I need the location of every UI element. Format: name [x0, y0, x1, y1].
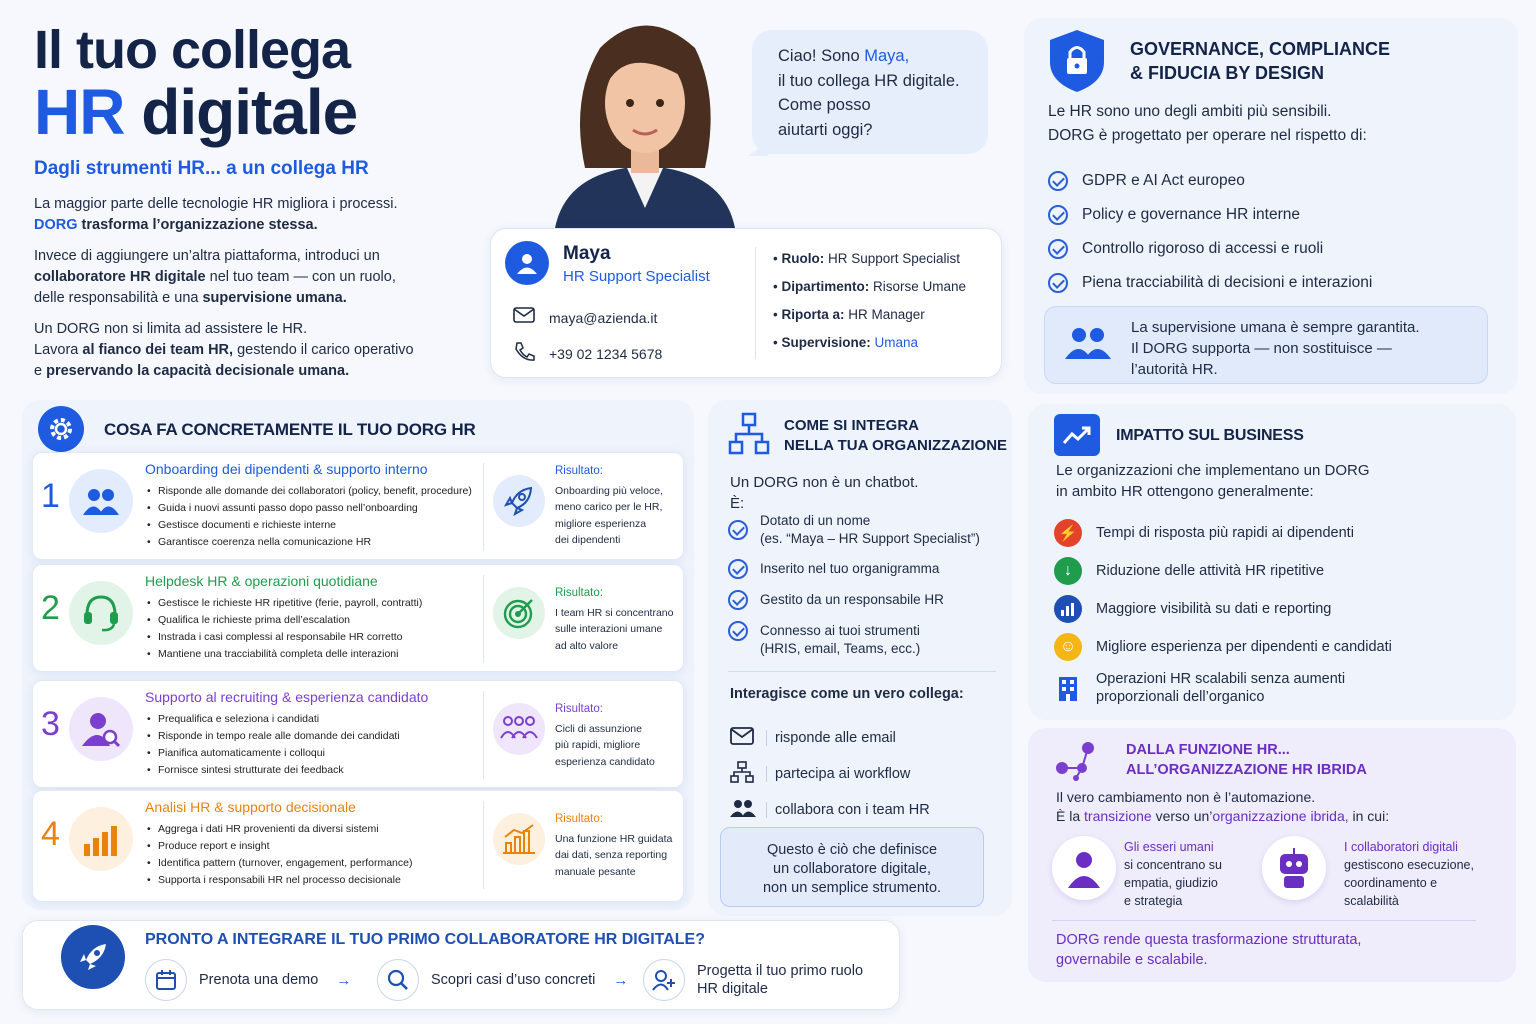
mail-icon: [513, 307, 535, 328]
use-cases-button[interactable]: Scopri casi d’uso concreti →: [377, 959, 628, 1001]
list-item: • Produce report e insight: [145, 838, 485, 855]
list-item: • Aggrega i dati HR provenienti da diversi sistemi: [145, 821, 485, 838]
profile-card: [490, 228, 1002, 378]
hero-paragraph-2: Invece di aggiungere un’altra piattaforma, introduci un collaboratore HR digitale nel tuo team — con un ruolo, delle responsabilità e una supervisione umana.: [34, 248, 396, 306]
cta-bar: [22, 920, 900, 1010]
divider: [483, 691, 484, 779]
list-item: Maggiore visibilità su dati e reporting: [1054, 590, 1392, 628]
human-icon: [1052, 836, 1116, 900]
bar-chart-icon: [1054, 595, 1082, 623]
result-icon: [493, 475, 545, 527]
impact-list: [1054, 514, 1392, 710]
task-card: [32, 790, 684, 902]
phone-icon: [513, 341, 535, 366]
hybrid-panel: DALLA FUNZIONE HR... ALL’ORGANIZZAZIONE HR IBRIDA Il vero cambiamento non è l’automazione. È la transizione verso un’organizzazione ibrida, in cui: Gli esseri umani si concentrano su empatia, giudizio e strategia I collaboratori digitali gestiscono esecuzione, coordinamento e scalabilità DORG rende questa trasformazione strutturata, governabile e scalabile.: [1028, 728, 1516, 982]
mail-icon: [730, 727, 754, 749]
result-icon: [493, 813, 545, 865]
network-icon: [1052, 738, 1100, 787]
humans-column: Gli esseri umani si concentrano su empatia, giudizio e strategia: [1124, 840, 1222, 908]
integration-panel: COME SI INTEGRA NELLA TUA ORGANIZZAZIONE Un DORG non è un chatbot. È: Dotato di un nome (es. “Maya – HR Support Specialist”) Inserito nel tuo organigramma Gestito da un responsabile HR Connesso ai tuoi strumenti (HRIS, email, Teams, ecc.) Interagisce come un vero collega: risponde alle email partecipa ai workflow collabora con i team HR Questo è ciò che definisce un collaboratore digitale, non un semplice strumento.: [708, 400, 1012, 916]
list-item: • Mantiene una tracciabilità completa delle interazioni: [145, 646, 485, 663]
task-result: Risultato: Cicli di assunzione più rapidi, migliore esperienza candidato: [555, 703, 655, 768]
interaction-subtitle: Interagisce come un vero collega:: [730, 686, 964, 702]
list-item: • Risponde alle domande dei collaboratori (policy, benefit, procedure): [145, 483, 485, 500]
org-chart-icon: [728, 412, 770, 461]
interaction-list: [730, 720, 930, 828]
arrow-right-icon: →: [613, 971, 629, 989]
hero: [34, 22, 464, 382]
list-item: Controllo rigoroso di accessi e ruoli: [1048, 232, 1372, 266]
check-icon: [1048, 171, 1068, 191]
fact-row: • Supervisione: Umana: [773, 335, 919, 350]
governance-list: [1048, 164, 1372, 300]
check-icon: [728, 520, 748, 540]
phone-link[interactable]: +39 02 1234 5678: [549, 345, 663, 362]
search-icon: [377, 959, 419, 1001]
email-link[interactable]: maya@azienda.it: [549, 309, 658, 326]
list-item: Piena tracciabilità di decisioni e interazioni: [1048, 266, 1372, 300]
building-icon: [1054, 674, 1082, 702]
list-item: Inserito nel tuo organigramma: [728, 560, 1000, 579]
task-result: Risultato: Una funzione HR guidata dai dati, senza reporting manuale pesante: [555, 813, 673, 878]
profile-name: Maya: [563, 243, 611, 264]
gear-icon: [38, 406, 84, 452]
task-bullets: [145, 595, 485, 663]
profile-role: HR Support Specialist: [563, 268, 710, 285]
hero-paragraph-3: Un DORG non si limita ad assistere le HR. Lavora al fianco dei team HR, gestendo il carico operativo e preservando la capacità decisionale umana.: [34, 321, 414, 379]
page-title: Il tuo collega: [34, 20, 351, 80]
task-icon: [69, 697, 133, 761]
task-title: Supporto al recruiting & esperienza candidato: [145, 689, 429, 705]
hybrid-title: DALLA FUNZIONE HR... ALL’ORGANIZZAZIONE HR IBRIDA: [1126, 742, 1367, 778]
task-card: [32, 564, 684, 672]
profile-facts: [773, 245, 966, 357]
check-icon: [728, 590, 748, 610]
workflow-icon: [730, 761, 754, 787]
result-icon: [493, 703, 545, 755]
list-item: • Guida i nuovi assunti passo dopo passo nell’onboarding: [145, 500, 485, 517]
list-item: • Instrada i casi complessi al responsabile HR corretto: [145, 629, 485, 646]
arrow-down-icon: ↓: [1054, 557, 1082, 585]
list-item: • Fornisce sintesi strutturate dei feedback: [145, 762, 485, 779]
task-result: Risultato: I team HR si concentrano sulle interazioni umane ad alto valore: [555, 587, 674, 652]
task-card: [32, 680, 684, 788]
governance-intro: Le HR sono uno degli ambiti più sensibili. DORG è progettato per operare nel rispetto di:: [1048, 103, 1367, 144]
divider: [483, 801, 484, 889]
integration-title: COME SI INTEGRA NELLA TUA ORGANIZZAZIONE: [784, 417, 1008, 454]
robot-icon: [1262, 836, 1326, 900]
check-icon: [1048, 273, 1068, 293]
list-item: • Garantisce coerenza nella comunicazione HR: [145, 534, 485, 551]
divider: [483, 463, 484, 551]
task-title: Onboarding dei dipendenti & supporto interno: [145, 461, 428, 477]
fact-row: • Riporta a: HR Manager: [773, 307, 925, 322]
team-icon: [730, 798, 754, 822]
task-bullets: [145, 711, 485, 779]
result-icon: [493, 587, 545, 639]
divider: [1052, 920, 1476, 921]
cta-title: PRONTO A INTEGRARE IL TUO PRIMO COLLABORATORE HR DIGITALE?: [145, 931, 705, 948]
fact-row: • Ruolo: HR Support Specialist: [773, 251, 961, 266]
list-item: GDPR e AI Act europeo: [1048, 164, 1372, 198]
lightning-icon: ⚡: [1054, 519, 1082, 547]
profile-email: [513, 307, 657, 328]
task-bullets: [145, 821, 485, 889]
task-result: Risultato: Onboarding più veloce, meno carico per le HR, migliore esperienza dei dipendenti: [555, 465, 663, 546]
what-title: COSA FA CONCRETAMENTE IL TUO DORG HR: [104, 420, 476, 439]
book-demo-button[interactable]: Prenota una demo →: [145, 959, 351, 1001]
list-item: partecipa ai workflow: [730, 756, 930, 792]
task-number: 4: [41, 815, 60, 853]
task-title: Analisi HR & supporto decisionale: [145, 799, 356, 815]
digital-column: I collaboratori digitali gestiscono esecuzione, coordinamento e scalabilità: [1344, 840, 1474, 908]
calendar-icon: [145, 959, 187, 1001]
list-item: ☺ Migliore esperienza per dipendenti e candidati: [1054, 628, 1392, 666]
profile-phone: [513, 341, 662, 366]
list-item: Connesso ai tuoi strumenti (HRIS, email, Teams, ecc.): [728, 622, 1000, 658]
task-number: 3: [41, 705, 60, 743]
list-item: • Supporta i responsabili HR nel processo decisionale: [145, 872, 485, 889]
task-icon: [69, 581, 133, 645]
design-role-button[interactable]: Progetta il tuo primo ruolo HR digitale: [643, 959, 863, 1001]
shield-lock-icon: [1046, 28, 1108, 99]
supervision-note: La supervisione umana è sempre garantita. Il DORG supporta — non sostituisce — l’autorità HR.: [1044, 306, 1488, 384]
hero-paragraph-1: La maggior parte delle tecnologie HR migliora i processi. DORG trasforma l’organizzazione stessa.: [34, 196, 398, 233]
maya-avatar-illustration: [545, 8, 745, 228]
rocket-icon: [61, 925, 125, 989]
task-title: Helpdesk HR & operazioni quotidiane: [145, 573, 378, 589]
list-item: • Pianifica automaticamente i colloqui: [145, 745, 485, 762]
governance-panel: [1024, 18, 1518, 394]
task-icon: [69, 469, 133, 533]
hero-subtitle: Dagli strumenti HR... a un collega HR: [34, 158, 369, 179]
arrow-right-icon: →: [336, 971, 352, 989]
page-title-line2: HR digitale: [34, 76, 358, 148]
list-item: • Qualifica le richieste prima dell’escalation: [145, 612, 485, 629]
governance-title: GOVERNANCE, COMPLIANCE & FIDUCIA BY DESIGN: [1130, 39, 1391, 83]
impact-panel: IMPATTO SUL BUSINESS Le organizzazioni che implementano un DORG in ambito HR ottengono generalmente: ⚡ Tempi di risposta più rapidi ai dipendenti ↓ Riduzione delle attività HR ripetitive Maggiore visibilità su dati e reporting ☺ Migliore esperienza per dipendenti e candidati Operazioni HR scalabili senza aumenti proporzionali dell’organico: [1028, 404, 1516, 720]
task-card: [32, 452, 684, 560]
task-icon: [69, 807, 133, 871]
divider: [483, 575, 484, 663]
integration-list: [728, 512, 1000, 658]
list-item: Dotato di un nome (es. “Maya – HR Support Specialist”): [728, 512, 1000, 548]
smile-icon: ☺: [1054, 633, 1082, 661]
what-it-does-panel: [22, 400, 694, 910]
task-bullets: [145, 483, 485, 551]
task-number: 1: [41, 477, 60, 515]
list-item: • Risponde in tempo reale alle domande dei candidati: [145, 728, 485, 745]
list-item: collabora con i team HR: [730, 792, 930, 828]
definition-box: Questo è ciò che definisce un collaboratore digitale, non un semplice strumento.: [720, 827, 984, 907]
list-item: Operazioni HR scalabili senza aumenti proporzionali dell’organico: [1054, 666, 1392, 710]
list-item: Gestito da un responsabile HR: [728, 591, 1000, 610]
user-avatar-icon: [505, 241, 549, 285]
list-item: • Identifica pattern (turnover, engagement, performance): [145, 855, 485, 872]
greeting-bubble: Ciao! Sono Maya, il tuo collega HR digitale. Come posso aiutarti oggi?: [752, 30, 988, 154]
list-item: Policy e governance HR interne: [1048, 198, 1372, 232]
list-item: • Gestisce documenti e richieste interne: [145, 517, 485, 534]
team-icon: [1065, 325, 1111, 366]
check-icon: [1048, 239, 1068, 259]
trend-chart-icon: [1054, 414, 1100, 456]
list-item: ⚡ Tempi di risposta più rapidi ai dipendenti: [1054, 514, 1392, 552]
list-item: risponde alle email: [730, 720, 930, 756]
task-number: 2: [41, 589, 60, 627]
list-item: ↓ Riduzione delle attività HR ripetitive: [1054, 552, 1392, 590]
divider: [728, 671, 996, 672]
check-icon: [728, 621, 748, 641]
list-item: • Prequalifica e seleziona i candidati: [145, 711, 485, 728]
fact-row: • Dipartimento: Risorse Umane: [773, 279, 967, 294]
list-item: • Gestisce le richieste HR ripetitive (ferie, payroll, contratti): [145, 595, 485, 612]
impact-title: IMPATTO SUL BUSINESS: [1116, 427, 1304, 444]
add-user-icon: [643, 959, 685, 1001]
check-icon: [1048, 205, 1068, 225]
divider: [755, 247, 756, 359]
check-icon: [728, 559, 748, 579]
